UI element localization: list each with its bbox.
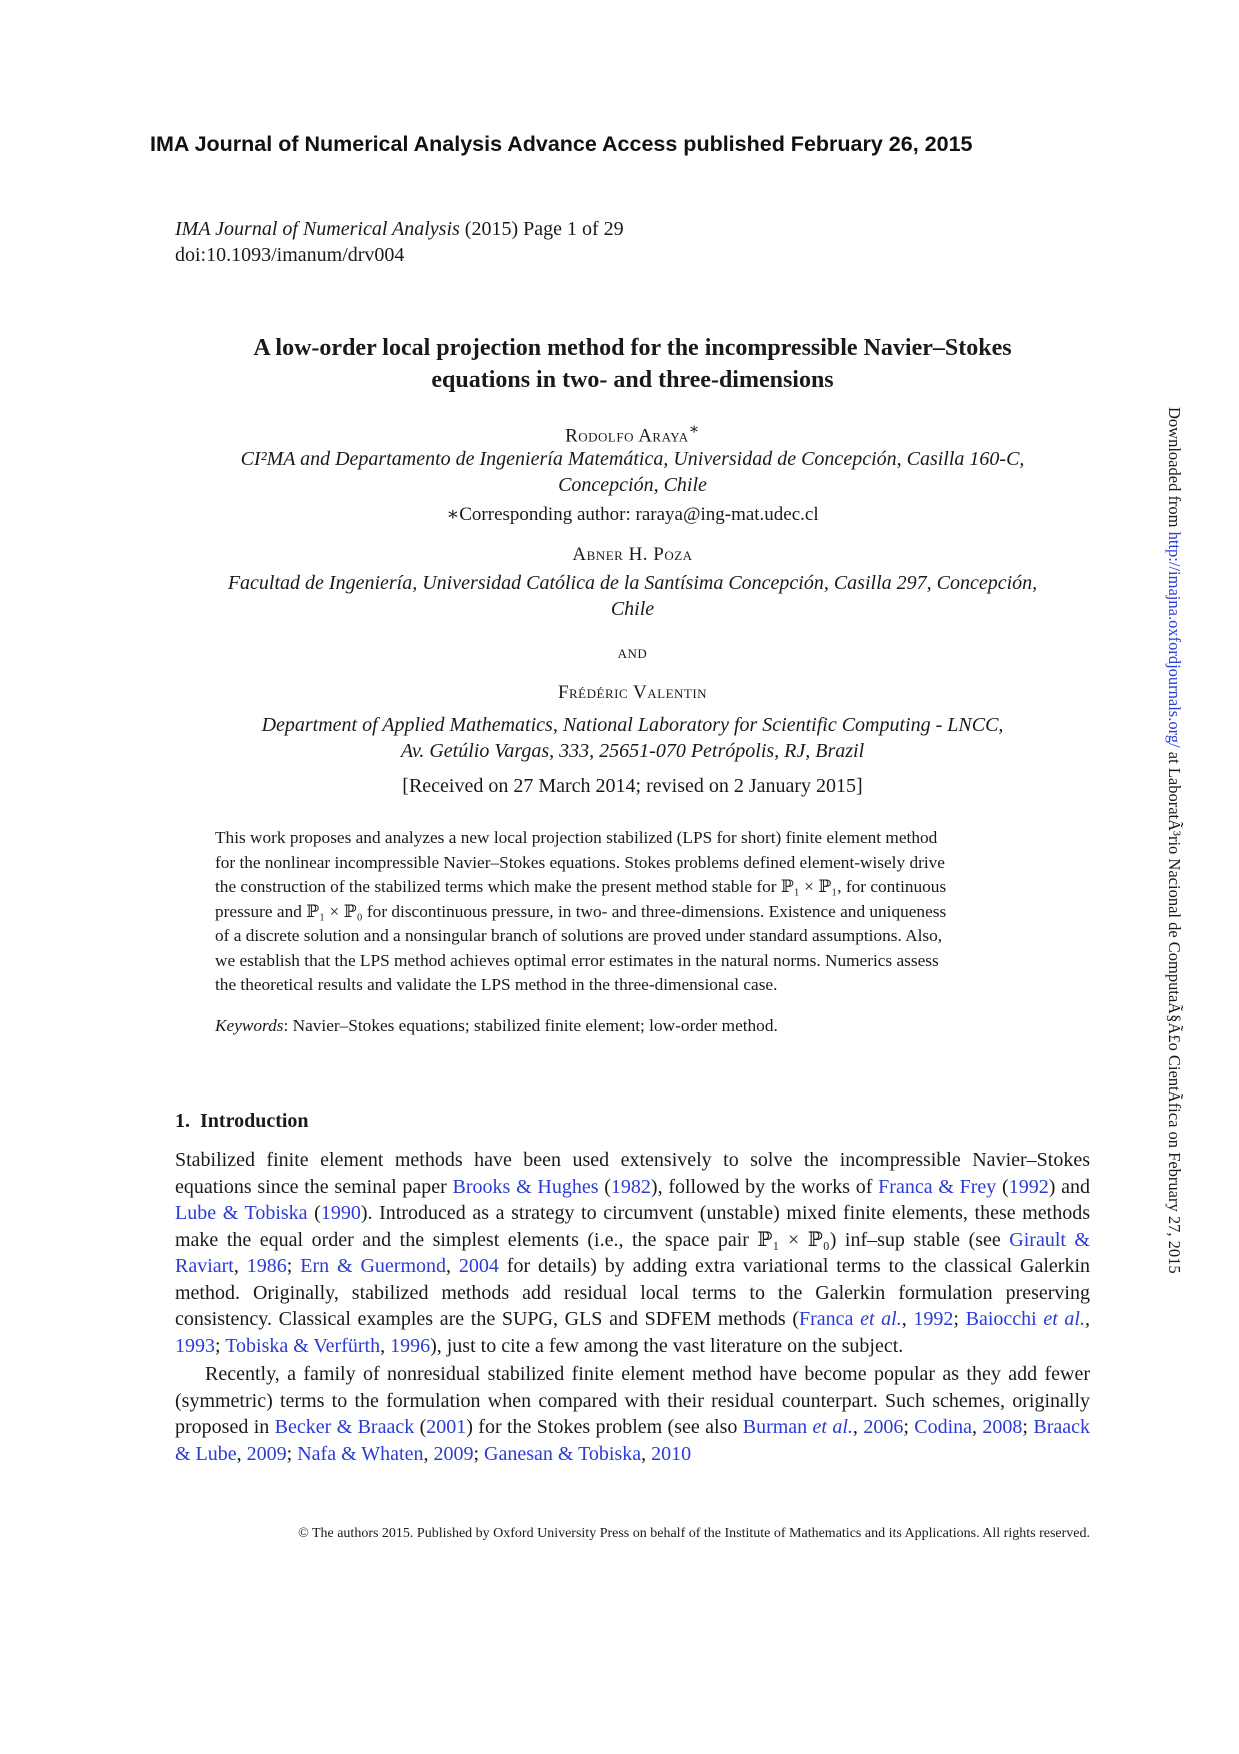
citation-link[interactable]: 1992 [913, 1308, 954, 1330]
corresponding-author-note: ∗Corresponding author: raraya@ing-mat.udec.cl [446, 504, 819, 525]
author-2-affiliation [175, 570, 1090, 622]
abstract-line: we establish that the LPS method achieves optimal error estimates in the natural norms. Numerics assess [215, 950, 939, 970]
author-3-affil-line-2: Av. Getúlio Vargas, 333, 25651-070 Petrópolis, RJ, Brazil [400, 740, 865, 762]
author-1-mark: ∗ [688, 421, 700, 438]
section-heading [175, 1110, 309, 1133]
copyright-notice: © The authors 2015. Published by Oxford University Press on behalf of the Institute of Mathematics and its Applications. All rights reserved. [298, 1526, 1090, 1541]
author-1-affiliation [175, 446, 1090, 498]
citation-link[interactable]: Brooks & Hughes [452, 1175, 599, 1198]
keywords-label: Keywords [215, 1016, 284, 1035]
citation-link[interactable]: Burman et al. [742, 1416, 853, 1438]
author-2-affil-line-2: Chile [610, 598, 655, 620]
citation-link[interactable]: Tobiska & Verfürth [225, 1334, 381, 1357]
download-sidebar [1164, 407, 1184, 1274]
journal-name: IMA Journal of Numerical Analysis [175, 218, 460, 240]
paper-title [175, 332, 1090, 396]
title-line-2: equations in two- and three-dimensions [431, 367, 834, 393]
citation-link[interactable]: 2009 [246, 1442, 287, 1465]
author-3-affiliation [175, 712, 1090, 764]
citation-link[interactable]: Codina [914, 1416, 973, 1438]
citation-link[interactable]: Ern & Guermond [300, 1255, 446, 1277]
citation-link[interactable]: 1992 [1008, 1175, 1049, 1198]
abstract-line: the construction of the stabilized terms which make the present method stable for ℙ₁ × ℙ₁, for continuous [215, 877, 947, 896]
intro-paragraph-1: Stabilized finite element methods have been used extensively to solve the incompressible Navier–Stokes equations since the seminal paper Brooks & Hughes (1982), followed by the works of Franca & Frey (1992) and Lube & Tobiska (1990). Introduced as a strategy to circumvent (unstable) mixed finite elements, these methods make the equal order and the simplest elements (i.e., the space pair ℙ₁ × ℙ₀) inf–sup stable (see Girault & Raviart, 1986; Ern & Guermond, 2004 for details) by adding extra variational terms to the classical Galerkin method. Originally, stabilized methods add residual local terms to the Galerkin formulation preserving consistency. Classical examples are the SUPG, GLS and SDFEM methods (Franca et al., 1992; Baiocchi et al., 1993; Tobiska & Verfürth, 1996), just to cite a few among the vast literature on the subject. [175, 1149, 1091, 1357]
citation-link[interactable]: 1993 [175, 1334, 215, 1357]
journal-site-link[interactable]: http://imajna.oxfordjournals.org/ [1165, 531, 1184, 748]
section-title: Introduction [200, 1110, 309, 1132]
author-name-2: Abner H. Poza [572, 544, 693, 565]
citation-link[interactable]: 2004 [458, 1255, 499, 1277]
abstract [215, 826, 1050, 998]
author-name-1 [175, 419, 1090, 447]
author-name-3: Frédéric Valentin [557, 682, 708, 703]
sidebar-suffix: at LaboratÃ³rio Nacional de ComputaÃ§Ã£o CientÃfica on February 27, 2015 [1165, 747, 1184, 1274]
citation-link[interactable]: 2009 [433, 1442, 474, 1465]
abstract-line: pressure and ℙ₁ × ℙ₀ for discontinuous pressure, in two- and three-dimensions. Existence and uniqueness [215, 901, 947, 921]
and-separator: and [617, 642, 648, 662]
keywords [215, 1016, 1050, 1036]
citation-block [175, 216, 624, 268]
citation-link[interactable]: Becker & Braack [274, 1416, 415, 1438]
citation-link[interactable]: Baiocchi et al. [965, 1308, 1085, 1330]
citation-link[interactable]: Franca & Frey [878, 1175, 997, 1198]
page-info: (2015) Page 1 of 29 [459, 218, 624, 240]
abstract-line: for the nonlinear incompressible Navier–Stokes equations. Stokes problems defined element-wisely drive [215, 852, 945, 872]
title-line-1: A low-order local projection method for the incompressible Navier–Stokes [253, 335, 1012, 361]
citation-link[interactable]: 1986 [246, 1255, 287, 1277]
introduction-body [175, 1147, 1090, 1467]
citation-link[interactable]: 1990 [320, 1202, 361, 1224]
author-3-affil-line-1: Department of Applied Mathematics, National Laboratory for Scientific Computing - LNCC, [261, 714, 1004, 736]
citation-link[interactable]: 1996 [390, 1334, 431, 1357]
author-1-name-text: Rodolfo Araya [565, 425, 689, 447]
citation-link[interactable]: Nafa & Whaten [297, 1442, 424, 1465]
abstract-line: of a discrete solution and a nonsingular branch of solutions are proved under standard assumptions. Also, [215, 926, 943, 945]
citation-link[interactable]: Girault & Raviart [175, 1228, 1090, 1277]
section-number: 1. [175, 1110, 190, 1132]
author-1-affil-line-1: CI²MA and Departamento de Ingeniería Matemática, Universidad de Concepción, Casilla 160-C, [240, 448, 1025, 470]
sidebar-prefix: Downloaded from [1165, 407, 1184, 532]
author-1-affil-line-2: Concepción, Chile [558, 474, 707, 496]
citation-link[interactable]: Ganesan & Tobiska [484, 1442, 642, 1465]
citation-link[interactable]: Franca et al. [799, 1308, 902, 1330]
citation-link[interactable]: 2010 [651, 1442, 692, 1465]
author-2-affil-line-1: Facultad de Ingeniería, Universidad Católica de la Santísima Concepción, Casilla 297, Concepción, [227, 572, 1038, 594]
citation-link[interactable]: 2001 [426, 1416, 467, 1438]
citation-link[interactable]: 2006 [863, 1416, 904, 1438]
citation-link[interactable]: Braack & Lube [175, 1416, 1090, 1465]
citation-link[interactable]: Lube & Tobiska [175, 1202, 308, 1224]
received-dates: [Received on 27 March 2014; revised on 2 January 2015] [402, 775, 863, 797]
journal-banner: IMA Journal of Numerical Analysis Advance Access published February 26, 2015 [150, 132, 973, 156]
keywords-text: : Navier–Stokes equations; stabilized finite element; low-order method. [283, 1016, 778, 1035]
intro-paragraph-2: Recently, a family of nonresidual stabilized finite element method have become popular as they add fewer (symmetric) terms to the formulation when compared with their residual counterpart. Such schemes, originally proposed in Becker & Braack (2001) for the Stokes problem (see also Burman et al., 2006; Codina, 2008; Braack & Lube, 2009; Nafa & Whaten, 2009; Ganesan & Tobiska, 2010 [175, 1363, 1090, 1465]
citation-link[interactable]: 1982 [610, 1175, 651, 1198]
citation-link[interactable]: 2008 [982, 1416, 1023, 1438]
abstract-line: the theoretical results and validate the LPS method in the three-dimensional case. [215, 975, 778, 994]
doi: doi:10.1093/imanum/drv004 [175, 244, 405, 266]
abstract-line: This work proposes and analyzes a new local projection stabilized (LPS for short) finite element method [215, 828, 938, 847]
